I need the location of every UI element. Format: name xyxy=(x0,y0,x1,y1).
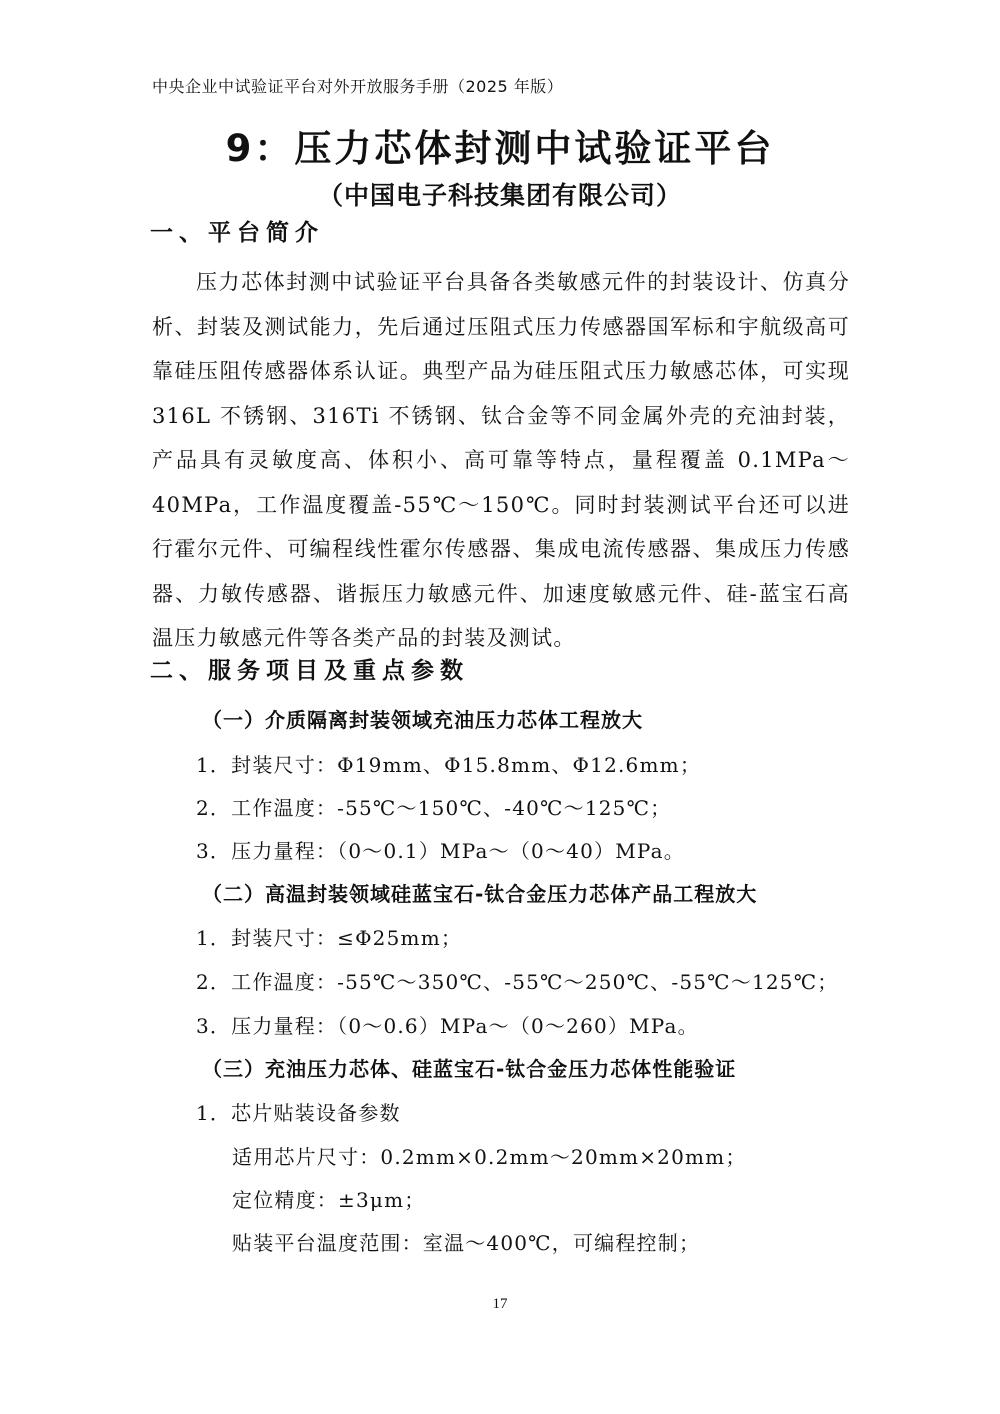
section-heading-services: 二、服务项目及重点参数 xyxy=(150,658,469,684)
list-item: 1．封装尺寸：Φ19mm、Φ15.8mm、Φ12.6mm； xyxy=(196,753,702,777)
list-item: 定位精度：±3μm； xyxy=(232,1188,426,1212)
list-item: 2．工作温度：-55℃～350℃、-55℃～250℃、-55℃～125℃； xyxy=(196,970,839,994)
list-item: 3．压力量程：（0～0.6）MPa～（0～260）MPa。 xyxy=(196,1014,699,1038)
page-number: 17 xyxy=(492,1296,508,1312)
list-item: 贴装平台温度范围：室温～400℃，可编程控制； xyxy=(232,1231,701,1255)
list-item: 3．压力量程：（0～0.1）MPa～（0～40）MPa。 xyxy=(196,839,685,863)
list-item: 1．封装尺寸：≤Φ25mm； xyxy=(196,926,463,950)
subsection-heading-3: （三）充油压力芯体、硅蓝宝石-钛合金压力芯体性能验证 xyxy=(202,1057,737,1081)
list-item: 1．芯片贴装设备参数 xyxy=(196,1101,401,1125)
list-item: 适用芯片尺寸：0.2mm×0.2mm～20mm×20mm； xyxy=(232,1145,747,1169)
subsection-heading-1: （一）介质隔离封装领域充油压力芯体工程放大 xyxy=(202,708,643,732)
intro-paragraph: 压力芯体封测中试验证平台具备各类敏感元件的封装设计、仿真分析、封装及测试能力，先后通过压阻式压力传感器国军标和宇航级高可靠硅压阻传感器体系认证。典型产品为硅压阻式压力敏感芯体，可实现 316L 不锈钢、316Ti 不锈钢、钛合金等不同金属外壳的充油封装，产品具有灵敏度高、体积小、高可靠等特点，量程覆盖 0.1MPa～40MPa，工作温度覆盖-55℃～150℃。同时封装测试平台还可以进行霍尔元件、可编程线性霍尔传感器、集成电流传感器、集成压力传感器、力敏传感器、谐振压力敏感元件、加速度敏感元件、硅-蓝宝石高温压力敏感元件等各类产品的封装及测试。 xyxy=(152,270,850,650)
section-heading-intro: 一、平台简介 xyxy=(150,220,324,246)
list-item: 2．工作温度：-55℃～150℃、-40℃～125℃； xyxy=(196,796,672,820)
subsection-heading-2: （二）高温封装领域硅蓝宝石-钛合金压力芯体产品工程放大 xyxy=(202,882,758,906)
page-subtitle: （中国电子科技集团有限公司） xyxy=(317,181,682,210)
running-header: 中央企业中试验证平台对外开放服务手册（2025 年版） xyxy=(152,77,564,96)
page-title: 9：压力芯体封测中试验证平台 xyxy=(225,127,775,170)
